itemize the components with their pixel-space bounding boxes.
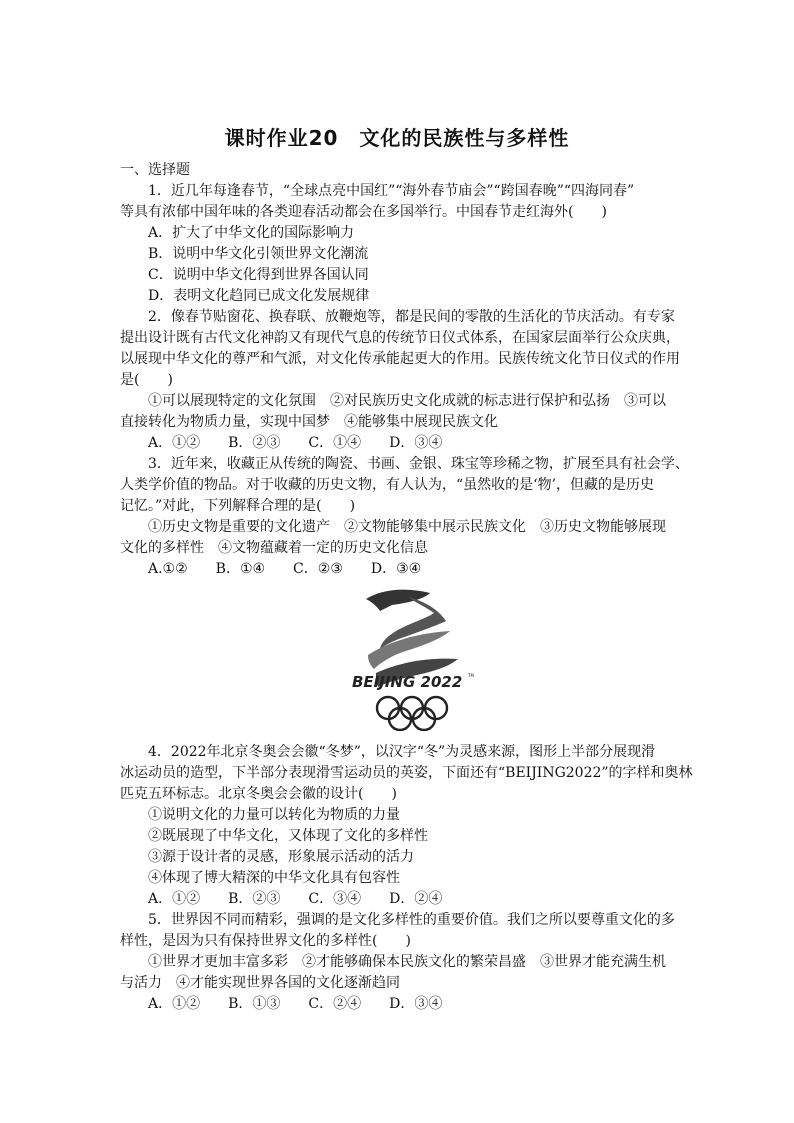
q4-stem-line: 冰运动员的造型，下半部分表现滑雪运动员的英姿，下面还有“BEIJING2022”的字样和奥林	[120, 765, 693, 781]
q4-statement: ①说明文化的力量可以转化为物质的力量	[148, 807, 400, 823]
q3-statements: 文化的多样性 ④文物蕴藏着一定的历史文化信息	[120, 540, 428, 556]
q4-stem-line: 4．2022年北京冬奥会会徽“冬梦”，以汉字“冬”为灵感来源，图形上半部分展现滑	[148, 744, 656, 760]
q2-options: A．①② B．②③ C．①④ D．③④	[148, 435, 443, 451]
q4-options: A．①② B．②③ C．③④ D．②④	[148, 891, 443, 907]
q4-statement: ③源于设计者的灵感，形象展示活动的活力	[148, 849, 414, 865]
q1-option-d: D．表明文化趋同已成文化发展规律	[148, 288, 370, 304]
q5-stem-line: 5．世界因不同而精彩，强调的是文化多样性的重要价值。我们之所以要尊重文化的多	[148, 912, 675, 928]
q3-stem-line: 记忆。”对此，下列解释合理的是( )	[120, 498, 356, 514]
section-heading: 一、选择题	[120, 162, 190, 178]
q2-stem-line: 是( )	[120, 372, 173, 388]
q3-stem-line: 3．近年来，收藏正从传统的陶瓷、书画、金银、珠宝等珍稀之物，扩展至具有社会学、	[148, 456, 689, 472]
q1-stem-line: 1．近几年每逢春节，“全球点亮中国红”“海外春节庙会”“跨国春晚”“四海同春”	[148, 183, 635, 199]
q3-stem-line: 人类学价值的物品。对于收藏的历史文物，有人认为，“虽然收的是‘物’，但藏的是历史	[120, 477, 655, 493]
q3-options: A.①② B．①④ C．②③ D．③④	[148, 561, 422, 577]
q1-option-a: A．扩大了中华文化的国际影响力	[148, 225, 355, 241]
q4-stem-line: 匹克五环标志。北京冬奥会会徽的设计( )	[120, 786, 397, 802]
q1-option-c: C．说明中华文化得到世界各国认同	[148, 267, 369, 283]
q1-stem-line: 等具有浓郁中国年味的各类迎春活动都会在多国举行。中国春节走红海外( )	[120, 204, 607, 220]
q2-stem-line: 以展现中华文化的尊严和气派，对文化传承能起更大的作用。民族传统文化节日仪式的作用	[120, 351, 680, 367]
emblem-wordmark: BEIJING 2022	[352, 673, 463, 691]
q5-options: A．①② B．①③ C．②④ D．③④	[148, 996, 443, 1012]
q2-statements: ①可以展现特定的文化氛围 ②对民族历史文化成就的标志进行保护和弘扬 ③可以	[148, 393, 666, 409]
q5-statements: 与活力 ④才能实现世界各国的文化逐渐趋同	[120, 975, 400, 991]
q5-statements: ①世界才更加丰富多彩 ②才能够确保本民族文化的繁荣昌盛 ③世界才能充满生机	[148, 954, 666, 970]
q5-stem-line: 样性，是因为只有保持世界文化的多样性( )	[120, 933, 411, 949]
q3-statements: ①历史文物是重要的文化遗产 ②文物能够集中展示民族文化 ③历史文物能够展现	[148, 519, 666, 535]
olympic-rings-icon	[377, 697, 447, 730]
q2-stem-line: 2．像春节贴窗花、换春联、放鞭炮等，都是民间的零散的生活化的节庆活动。有专家	[148, 309, 675, 325]
beijing-2022-emblem	[346, 583, 480, 731]
q2-stem-line: 提出设计既有古代文化神韵又有现代气息的传统节日仪式体系，在国家层面举行公众庆典，	[120, 330, 680, 346]
q4-statement: ②既展现了中华文化，又体现了文化的多样性	[148, 828, 428, 844]
trademark-mark: TM	[468, 673, 474, 678]
q1-option-b: B．说明中华文化引领世界文化潮流	[148, 246, 369, 262]
page-title: 课时作业20 文化的民族性与多样性	[224, 126, 570, 150]
q2-statements: 直接转化为物质力量，实现中国梦 ④能够集中展现民族文化	[120, 414, 498, 430]
q4-statement: ④体现了博大精深的中华文化具有包容性	[148, 870, 400, 886]
